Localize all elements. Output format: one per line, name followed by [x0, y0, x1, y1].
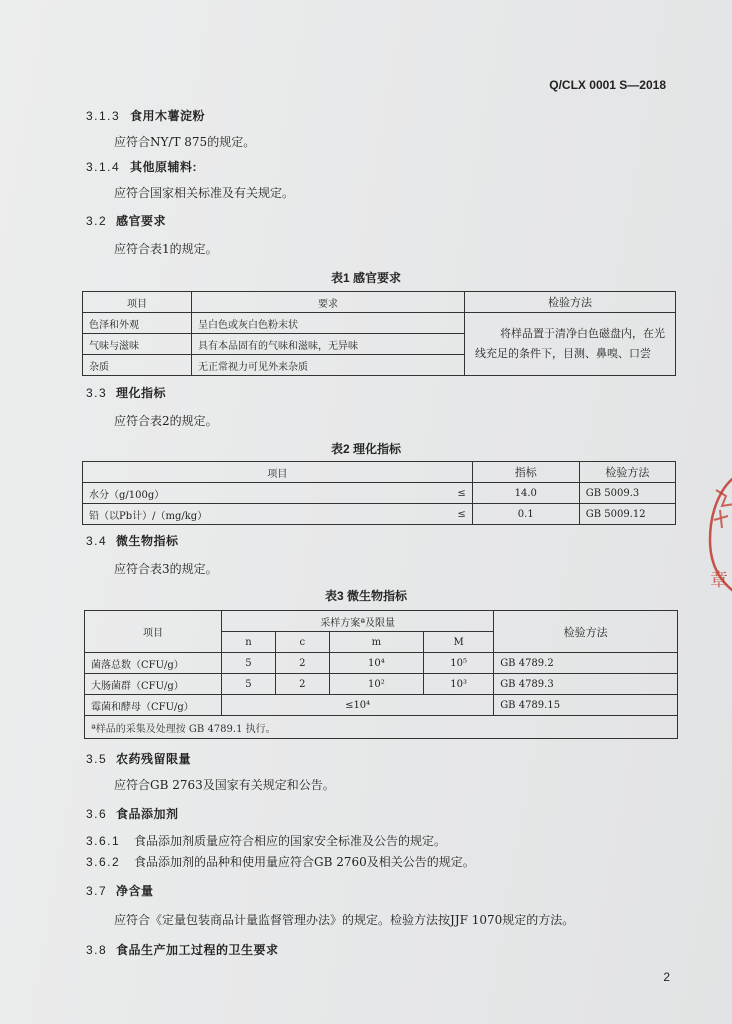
table3-header-plan: 采样方案ª及限量	[222, 611, 494, 632]
table3-subheader-n: n	[222, 632, 276, 653]
table3-cell-m: 10⁴	[329, 653, 423, 674]
table3-cell-method: GB 4789.2	[494, 653, 678, 674]
table3-subheader-M: M	[424, 632, 494, 653]
table3-cell-item: 大肠菌群（CFU/g）	[85, 674, 222, 695]
table1-cell-requirement: 呈白色或灰白色粉末状	[192, 313, 465, 334]
section-title: 感官要求	[116, 214, 167, 228]
table-row	[85, 674, 678, 695]
section-number: 3.3	[86, 386, 108, 400]
table3-cell-n: 5	[222, 674, 276, 695]
table2-cell-method: GB 5009.3	[579, 483, 675, 504]
section-number: 3.8	[86, 943, 108, 957]
section-number: 3.2	[86, 214, 108, 228]
section-title: 理化指标	[116, 386, 167, 400]
table2-header-method: 检验方法	[579, 462, 675, 483]
section-3-1-3-text: 应符合NY/T 875的规定。	[114, 135, 256, 149]
section-3-1-3-heading	[86, 107, 205, 124]
table2-header-item: 项目	[83, 462, 473, 483]
document-code: Q/CLX 0001 S—2018	[549, 78, 666, 92]
table3-cell-c: 2	[275, 653, 329, 674]
official-seal	[704, 470, 732, 600]
section-3-5-text: 应符合GB 2763及国家有关规定和公告。	[114, 778, 335, 792]
section-3-7-text: 应符合《定量包装商品计量监督管理办法》的规定。检验方法按JJF 1070规定的方法。	[114, 913, 575, 927]
table3-cell-M: 10⁵	[424, 653, 494, 674]
table3-cell-item: 菌落总数（CFU/g）	[85, 653, 222, 674]
table3-cell-limit: ≤10⁴	[222, 695, 494, 716]
table3-microbial	[84, 610, 678, 739]
method-line: 线充足的条件下，目测、鼻嗅、口尝	[475, 347, 651, 360]
table2-cell-operator: ≤	[440, 504, 473, 525]
table3-cell-m: 10²	[329, 674, 423, 695]
section-number: 3.5	[86, 752, 108, 766]
section-3-1-4-heading	[86, 158, 197, 175]
table-row	[85, 653, 678, 674]
section-title: 其他原辅料:	[130, 160, 197, 174]
table3-cell-method: GB 4789.3	[494, 674, 678, 695]
table3-subheader-m: m	[329, 632, 423, 653]
table2-caption: 表2 理化指标	[330, 442, 401, 456]
section-3-6-heading	[86, 805, 179, 822]
table-row	[83, 504, 676, 525]
method-line: 将样品置于清净白色磁盘内，在光	[500, 327, 665, 340]
table1-header-item: 项目	[83, 292, 192, 313]
table2-cell-operator: ≤	[440, 483, 473, 504]
table1-caption: 表1 感官要求	[330, 271, 401, 285]
table-row	[83, 483, 676, 504]
section-3-1-4-text: 应符合国家相关标准及有关规定。	[114, 186, 295, 200]
table3-footnote: ª样品的采集及处理按 GB 4789.1 执行。	[85, 716, 678, 739]
seal-text-fragment: 章	[710, 570, 728, 591]
section-title: 净含量	[116, 884, 154, 898]
table3-cell-M: 10³	[424, 674, 494, 695]
table2-cell-item: 水分（g/100g）	[83, 483, 440, 504]
table3-header-method: 检验方法	[494, 611, 678, 653]
section-3-8-heading	[86, 941, 279, 958]
section-text: 食品添加剂的品种和使用量应符合GB 2760及相关公告的规定。	[134, 855, 475, 869]
section-title: 农药残留限量	[116, 752, 192, 766]
table1-header-method: 检验方法	[465, 292, 676, 313]
table1-cell-item: 色泽和外观	[83, 313, 192, 334]
table2-cell-item: 铅（以Pb计）/（mg/kg）	[83, 504, 440, 525]
section-title: 微生物指标	[116, 534, 179, 548]
table3-cell-method: GB 4789.15	[494, 695, 678, 716]
section-number: 3.1.4	[86, 160, 121, 174]
section-number: 3.7	[86, 884, 108, 898]
table2-physicochemical	[82, 461, 676, 525]
table2-header-value: 指标	[472, 462, 579, 483]
section-3-3-heading	[86, 384, 166, 401]
table3-cell-n: 5	[222, 653, 276, 674]
section-3-3-text: 应符合表2的规定。	[114, 414, 218, 428]
section-number: 3.1.3	[86, 109, 121, 123]
page-number: 2	[663, 970, 670, 984]
section-3-4-text: 应符合表3的规定。	[114, 562, 218, 576]
section-3-7-heading	[86, 882, 154, 899]
table3-header-item: 项目	[85, 611, 222, 653]
section-number: 3.4	[86, 534, 108, 548]
section-3-6-1	[86, 832, 446, 849]
table1-cell-method	[465, 313, 676, 376]
table-row	[85, 695, 678, 716]
table3-caption: 表3 微生物指标	[324, 589, 407, 603]
section-3-6-2	[86, 853, 475, 870]
section-3-2-heading	[86, 212, 166, 229]
table1-cell-requirement: 无正常视力可见外来杂质	[192, 355, 465, 376]
section-title: 食品添加剂	[116, 807, 179, 821]
section-number: 3.6.1	[86, 834, 121, 848]
table1-sensory	[82, 291, 676, 376]
table-row	[83, 313, 676, 334]
section-3-2-text: 应符合表1的规定。	[114, 242, 218, 256]
section-number: 3.6	[86, 807, 108, 821]
section-number: 3.6.2	[86, 855, 121, 869]
section-title: 食用木薯淀粉	[130, 109, 206, 123]
table1-cell-requirement: 具有本品固有的气味和滋味，无异味	[192, 334, 465, 355]
table1-header-requirement: 要求	[192, 292, 465, 313]
table3-subheader-c: c	[275, 632, 329, 653]
section-text: 食品添加剂质量应符合相应的国家安全标准及公告的规定。	[134, 834, 447, 848]
table2-cell-value: 0.1	[472, 504, 579, 525]
section-3-4-heading	[86, 532, 179, 549]
section-3-5-heading	[86, 750, 191, 767]
section-title: 食品生产加工过程的卫生要求	[116, 943, 279, 957]
table3-cell-c: 2	[275, 674, 329, 695]
table2-cell-value: 14.0	[472, 483, 579, 504]
table3-cell-item: 霉菌和酵母（CFU/g）	[85, 695, 222, 716]
table1-cell-item: 杂质	[83, 355, 192, 376]
table2-cell-method: GB 5009.12	[579, 504, 675, 525]
table1-cell-item: 气味与滋味	[83, 334, 192, 355]
